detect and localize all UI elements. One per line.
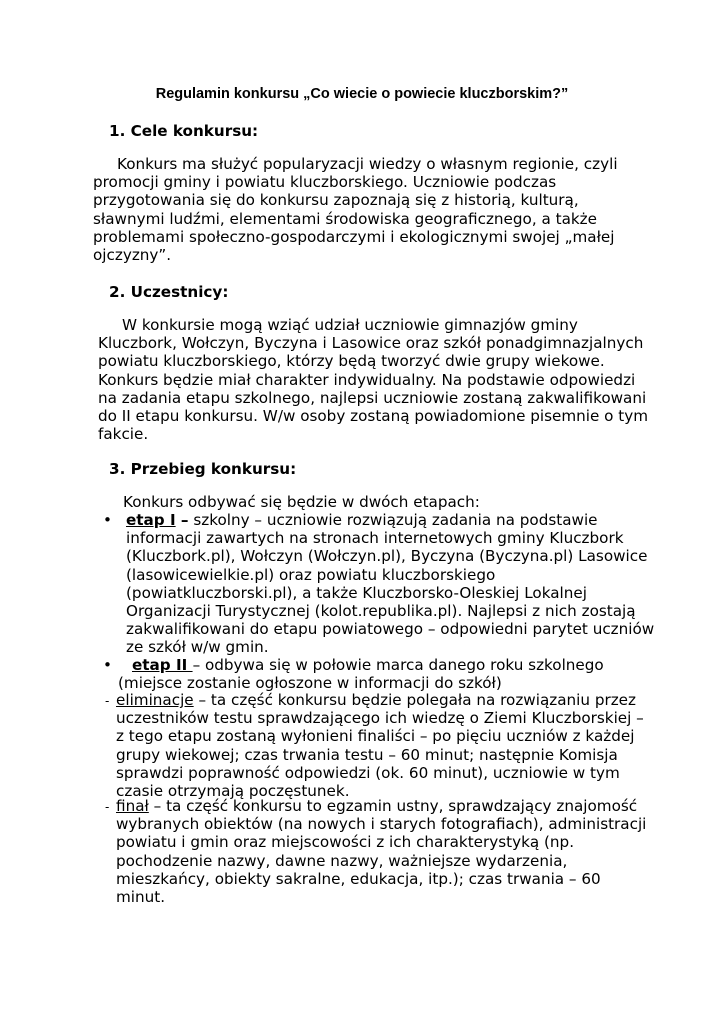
stage-one-label: etap I xyxy=(126,511,176,529)
stage-one-separator: – xyxy=(175,511,189,529)
paragraph-line: promocji gminy i powiatu kluczborskiego. Uczniowie podczas xyxy=(93,173,557,192)
paragraph-line: sławnymi ludźmi, elementami środowiska geograficznego, a także xyxy=(93,209,597,228)
list-item-line: minut. xyxy=(116,888,166,907)
list-item-line: uczestników testu sprawdzającego ich wiedzę o Ziemi Kluczborskiej – xyxy=(116,709,644,728)
list-item-line: (Kluczbork.pl), Wołczyn (Wołczyn.pl), Byczyna (Byczyna.pl) Lasowice xyxy=(126,547,648,566)
section-heading-cele: 1. Cele konkursu: xyxy=(109,122,259,140)
paragraph-line: W konkursie mogą wziąć udział uczniowie gimnazjów gminy xyxy=(122,316,578,334)
list-item-line: ze szkół w/w gmin. xyxy=(126,638,269,657)
list-item-line: (lasowicewielkie.pl) oraz powiatu kluczborskiego xyxy=(126,565,496,584)
paragraph-line: na zadania etapu szkolnego, najlepsi uczniowie zostaną zakwalifikowani xyxy=(98,388,647,407)
final-label: finał xyxy=(116,797,149,815)
list-item-line: sprawdzi poprawność odpowiedzi (ok. 60 minut), uczniowie w tym xyxy=(116,763,620,782)
stage-two-text: – odbywa się w połowie marca danego roku szkolnego xyxy=(192,656,604,674)
paragraph-line: Konkurs będzie miał charakter indywidualny. Na podstawie odpowiedzi xyxy=(98,370,636,389)
section-paragraph-uczestnicy xyxy=(98,316,648,443)
section-heading-przebieg: 3. Przebieg konkursu: xyxy=(109,460,297,478)
paragraph-line: powiatu kluczborskiego, którzy będą tworzyć dwie grupy wiekowe. xyxy=(98,352,605,371)
paragraph-line: fakcie. xyxy=(98,425,149,444)
list-item-line: powiatu i gmin oraz miejscowości z ich charakterystyką (np. xyxy=(116,833,575,852)
paragraph-line: problemami społeczno-gospodarczymi i ekologicznymi swojej „małej xyxy=(93,227,615,246)
paragraph-line: Konkurs odbywać się będzie w dwóch etapach: xyxy=(123,493,480,511)
paragraph-line: przygotowania się do konkursu zapoznają się z historią, kulturą, xyxy=(93,191,579,210)
elimination-label: eliminacje xyxy=(116,691,194,709)
elimination-item xyxy=(116,691,644,800)
list-item-line: (powiatkluczborski.pl), a także Kluczborsko-Oleskiej Lokalnej xyxy=(126,583,587,602)
stage-two-label: etap II xyxy=(132,656,193,674)
stage-two-item xyxy=(118,656,604,692)
paragraph-line: do II etapu konkursu. W/w osoby zostaną powiadomione pisemnie o tym xyxy=(98,407,649,426)
list-item-first-line xyxy=(118,656,604,674)
list-item-first-line xyxy=(116,691,644,709)
section-intro-przebieg xyxy=(123,493,480,511)
list-item-first-line xyxy=(126,511,654,529)
document-title: Regulamin konkursu „Co wiecie o powiecie kluczborskim?” xyxy=(155,86,569,102)
list-item-line: z tego etapu zostaną wyłonieni finaliści – po pięciu uczniów z każdej xyxy=(116,727,635,746)
paragraph-line: ojczyzny”. xyxy=(93,246,172,265)
list-item-line: (miejsce zostanie ogłoszone w informacji do szkół) xyxy=(118,674,502,693)
list-item-line: Organizacji Turystycznej (kolot.republika.pl). Najlepsi z nich zostają xyxy=(126,602,636,621)
list-item-first-line xyxy=(116,797,646,815)
list-item-line: informacji zawartych na stronach internetowych gminy Kluczbork xyxy=(126,529,624,548)
paragraph-line: Kluczbork, Wołczyn, Byczyna i Lasowice oraz szkół ponadgimnazjalnych xyxy=(98,334,644,353)
bullet-icon: • xyxy=(103,511,112,529)
dash-icon: - xyxy=(105,800,110,814)
stage-one-item xyxy=(126,511,654,657)
list-item-line: zakwalifikowani do etapu powiatowego – odpowiedni parytet uczniów xyxy=(126,620,655,639)
list-item-line: czasie otrzymają poczęstunek. xyxy=(116,782,350,801)
paragraph-line: Konkurs ma służyć popularyzacji wiedzy o własnym regionie, czyli xyxy=(117,155,618,173)
stage-one-text: szkolny – uczniowie rozwiązują zadania na podstawie xyxy=(188,511,598,529)
elimination-text: – ta część konkursu będzie polegała na rozwiązaniu przez xyxy=(193,691,636,709)
bullet-icon: • xyxy=(103,656,112,674)
list-item-line: pochodzenie nazwy, dawne nazwy, ważniejsze wydarzenia, xyxy=(116,851,568,870)
section-paragraph-cele xyxy=(93,155,618,264)
final-item xyxy=(116,797,646,906)
list-item-line: wybranych obiektów (na nowych i starych fotografiach), administracji xyxy=(116,815,647,834)
final-text: – ta część konkursu to egzamin ustny, sprawdzający znajomość xyxy=(148,797,638,815)
dash-icon: - xyxy=(105,694,110,708)
section-heading-uczestnicy: 2. Uczestnicy: xyxy=(109,283,229,301)
list-item-line: mieszkańcy, obiekty sakralne, edukacja, itp.); czas trwania – 60 xyxy=(116,869,601,888)
list-item-line: grupy wiekowej; czas trwania testu – 60 minut; następnie Komisja xyxy=(116,745,618,764)
